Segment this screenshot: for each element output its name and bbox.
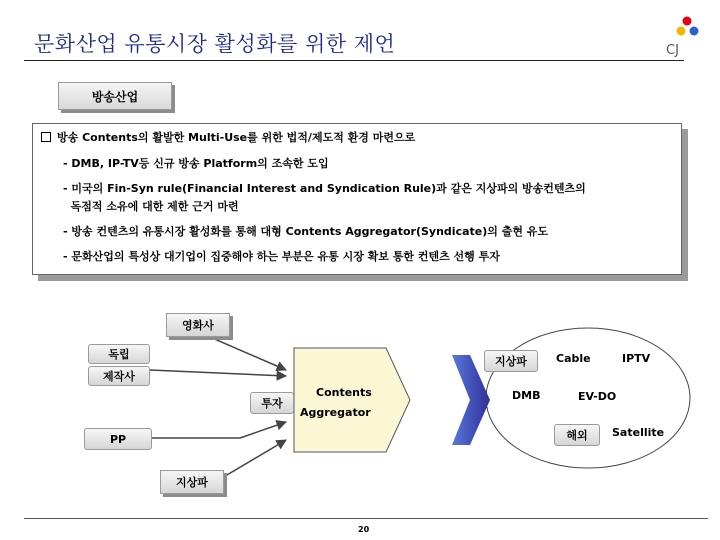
platform-satellite: Satellite <box>612 426 665 439</box>
aggregator-shape <box>294 348 410 452</box>
source-pp: PP <box>84 428 152 450</box>
summary-bullet: - 미국의 Fin-Syn rule(Financial Interest and Syndication Rule)과 같은 지상파의 방송컨텐츠의 <box>63 182 586 195</box>
platform-cable: Cable <box>556 352 591 365</box>
page-title: 문화산업 유통시장 활성화를 위한 제언 <box>34 32 396 56</box>
platform-iptv: IPTV <box>622 352 651 365</box>
aggregator-label-line2: Aggregator <box>300 406 371 419</box>
logo-text: CJ <box>666 43 679 58</box>
section-tag: 방송산업 <box>58 82 172 110</box>
source-independent-producer-line2: 제작사 <box>88 366 150 386</box>
footer-divider <box>24 518 708 519</box>
summary-bullet: - 방송 컨텐츠의 유통시장 활성화를 통해 대형 Contents Aggregator(Syndicate)의 출현 유도 <box>63 225 549 238</box>
platform-terrestrial: 지상파 <box>484 350 538 372</box>
summary-bullet: - DMB, IP-TV등 신규 방송 Platform의 조속한 도입 <box>63 157 329 170</box>
arrow-pp-to-aggregator <box>152 422 286 438</box>
summary-bullet: - 문화산업의 특성상 대기업이 집중해야 하는 부분은 유통 시장 확보 통한 컨텐츠 선행 투자 <box>63 250 500 263</box>
arrow-indie-to-aggregator <box>150 370 286 376</box>
platform-evdo: EV-DO <box>578 390 617 403</box>
platform-overseas: 해외 <box>554 424 600 446</box>
summary-bullet-continued: 독점적 소유에 대한 제한 근거 마련 <box>63 200 239 213</box>
page-number: 20 <box>358 525 370 534</box>
summary-heading: 방송 Contents의 활발한 Multi-Use를 위한 법적/제도적 환경 마련으로 <box>57 131 416 144</box>
platform-dmb: DMB <box>512 389 541 402</box>
arrow-movie-to-aggregator <box>190 337 286 370</box>
source-independent-producer: 독립 <box>88 344 150 364</box>
investment-label: 투자 <box>250 392 294 414</box>
source-terrestrial: 지상파 <box>160 470 224 494</box>
source-movie-studio: 영화사 <box>166 313 230 337</box>
aggregator-label-line1: Contents <box>316 386 372 399</box>
